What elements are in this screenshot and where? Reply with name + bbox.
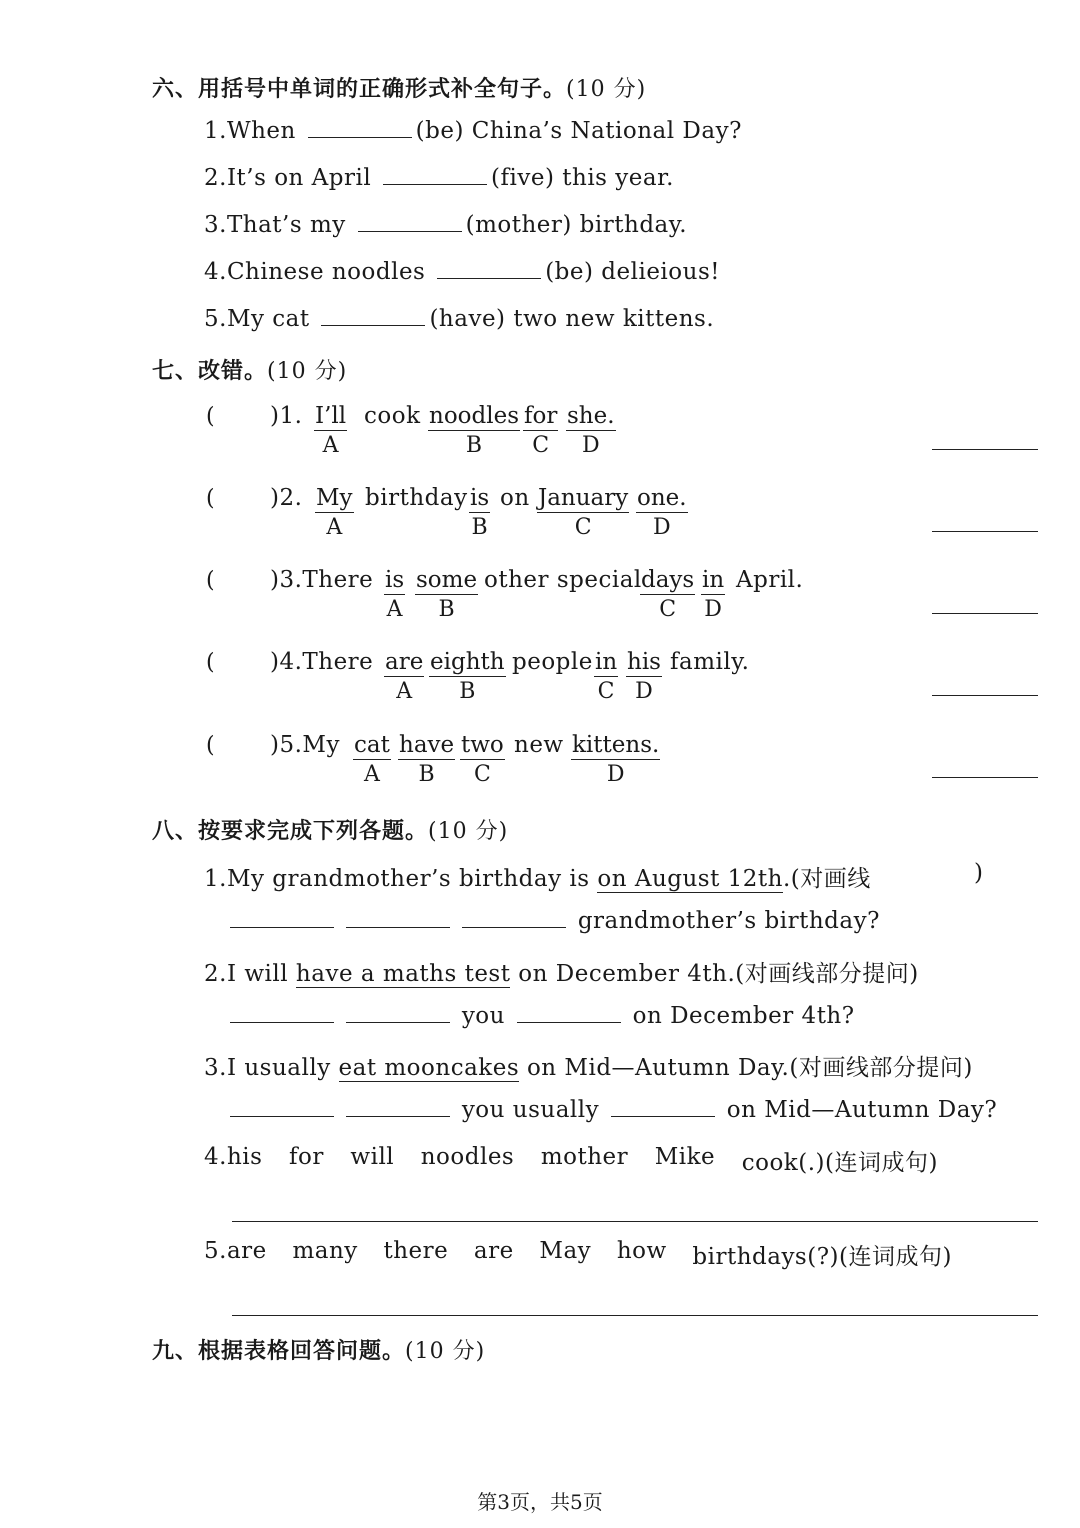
answer-paren[interactable]: ( bbox=[206, 486, 215, 511]
answer-blank[interactable] bbox=[611, 1098, 715, 1117]
answer-paren[interactable]: ( bbox=[206, 733, 215, 758]
item-number: )5.My bbox=[270, 732, 340, 758]
option-d: in D bbox=[702, 567, 725, 622]
sentence-text: other special bbox=[484, 567, 642, 593]
sentence-text: birthday bbox=[365, 485, 468, 511]
underlined-phrase: have a maths test bbox=[295, 961, 511, 987]
option-d: she. D bbox=[567, 403, 615, 458]
s8-q1: 1.My grandmother’s birthday is on August 12th.(对画线 bbox=[204, 866, 871, 892]
section-7-heading: 七、改错。(10 分) bbox=[152, 359, 348, 384]
answer-paren[interactable]: ( bbox=[206, 650, 215, 675]
option-b: is B bbox=[470, 485, 490, 540]
answer-blank[interactable] bbox=[308, 119, 412, 138]
close-paren: ) bbox=[974, 860, 984, 886]
sentence-text: people bbox=[512, 649, 593, 675]
option-a: is A bbox=[385, 567, 405, 622]
s6-item-4: 4.Chinese noodles (be) delieious! bbox=[204, 259, 720, 285]
option-c: for C bbox=[524, 403, 558, 458]
option-b: eighth B bbox=[430, 649, 505, 704]
answer-blank[interactable] bbox=[230, 1098, 334, 1117]
section-9-heading: 九、根据表格回答问题。(10 分) bbox=[152, 1339, 486, 1364]
sentence-text: on bbox=[500, 485, 530, 511]
s8-q5-words: 5.are many there are May how birthdays(?)(连词成句) bbox=[204, 1238, 952, 1270]
s6-item-1: 1.When (be) China’s National Day? bbox=[204, 118, 742, 144]
s8-q3: 3.I usually eat mooncakes on Mid—Autumn Day.(对画线部分提问) bbox=[204, 1055, 973, 1081]
s8-q2: 2.I will have a maths test on December 4th.(对画线部分提问) bbox=[204, 961, 919, 987]
option-a: cat A bbox=[354, 732, 390, 787]
sentence-text: April. bbox=[736, 567, 804, 593]
option-d: kittens. D bbox=[572, 732, 660, 787]
sentence-text: family. bbox=[670, 649, 750, 675]
answer-blank[interactable] bbox=[517, 1004, 621, 1023]
sentence-answer-line[interactable] bbox=[232, 1221, 1038, 1222]
option-d: one. D bbox=[637, 485, 687, 540]
answer-blank[interactable] bbox=[230, 1004, 334, 1023]
sentence-text: cook bbox=[364, 403, 421, 429]
s8-q1-answer: grandmother’s birthday? bbox=[230, 908, 880, 934]
underlined-phrase: eat mooncakes bbox=[338, 1055, 520, 1081]
section-6-heading: 六、用括号中单词的正确形式补全句子。(10 分) bbox=[152, 77, 647, 102]
section-8-heading: 八、按要求完成下列各题。(10 分) bbox=[152, 819, 509, 844]
s6-item-5: 5.My cat (have) two new kittens. bbox=[204, 306, 715, 332]
answer-blank[interactable] bbox=[230, 909, 334, 928]
answer-blank[interactable] bbox=[346, 1004, 450, 1023]
option-b: some B bbox=[416, 567, 478, 622]
correction-line[interactable] bbox=[932, 777, 1038, 778]
option-b: have B bbox=[399, 732, 455, 787]
answer-blank[interactable] bbox=[358, 213, 462, 232]
item-number: )1. bbox=[270, 403, 303, 429]
underlined-phrase: on August 12th bbox=[597, 866, 783, 892]
item-number: )2. bbox=[270, 485, 303, 511]
answer-blank[interactable] bbox=[383, 166, 487, 185]
answer-blank[interactable] bbox=[346, 909, 450, 928]
answer-paren[interactable]: ( bbox=[206, 568, 215, 593]
answer-blank[interactable] bbox=[346, 1098, 450, 1117]
option-c: days C bbox=[641, 567, 695, 622]
item-number: )3.There bbox=[270, 567, 374, 593]
page-number: 第3页，共5页 bbox=[477, 1490, 603, 1514]
s8-q4-words: 4.his for will noodles mother Mike cook(.)(连词成句) bbox=[204, 1144, 938, 1176]
s8-q3-answer: you usually on Mid—Autumn Day? bbox=[230, 1097, 997, 1123]
correction-line[interactable] bbox=[932, 531, 1038, 532]
sentence-text: new bbox=[514, 732, 564, 758]
correction-line[interactable] bbox=[932, 613, 1038, 614]
option-c: in C bbox=[595, 649, 618, 704]
s8-q2-answer: you on December 4th? bbox=[230, 1003, 855, 1029]
option-a: are A bbox=[385, 649, 424, 704]
option-a: I’ll A bbox=[315, 403, 347, 458]
correction-line[interactable] bbox=[932, 695, 1038, 696]
answer-paren[interactable]: ( bbox=[206, 404, 215, 429]
option-b: noodles B bbox=[429, 403, 520, 458]
option-c: January C bbox=[538, 485, 629, 540]
s6-item-3: 3.That’s my (mother) birthday. bbox=[204, 212, 687, 238]
item-number: )4.There bbox=[270, 649, 374, 675]
answer-blank[interactable] bbox=[321, 307, 425, 326]
s6-item-2: 2.It’s on April (five) this year. bbox=[204, 165, 674, 191]
option-c: two C bbox=[461, 732, 504, 787]
answer-blank[interactable] bbox=[462, 909, 566, 928]
correction-line[interactable] bbox=[932, 449, 1038, 450]
option-d: his D bbox=[627, 649, 661, 704]
option-a: My A bbox=[316, 485, 353, 540]
answer-blank[interactable] bbox=[437, 260, 541, 279]
sentence-answer-line[interactable] bbox=[232, 1315, 1038, 1316]
